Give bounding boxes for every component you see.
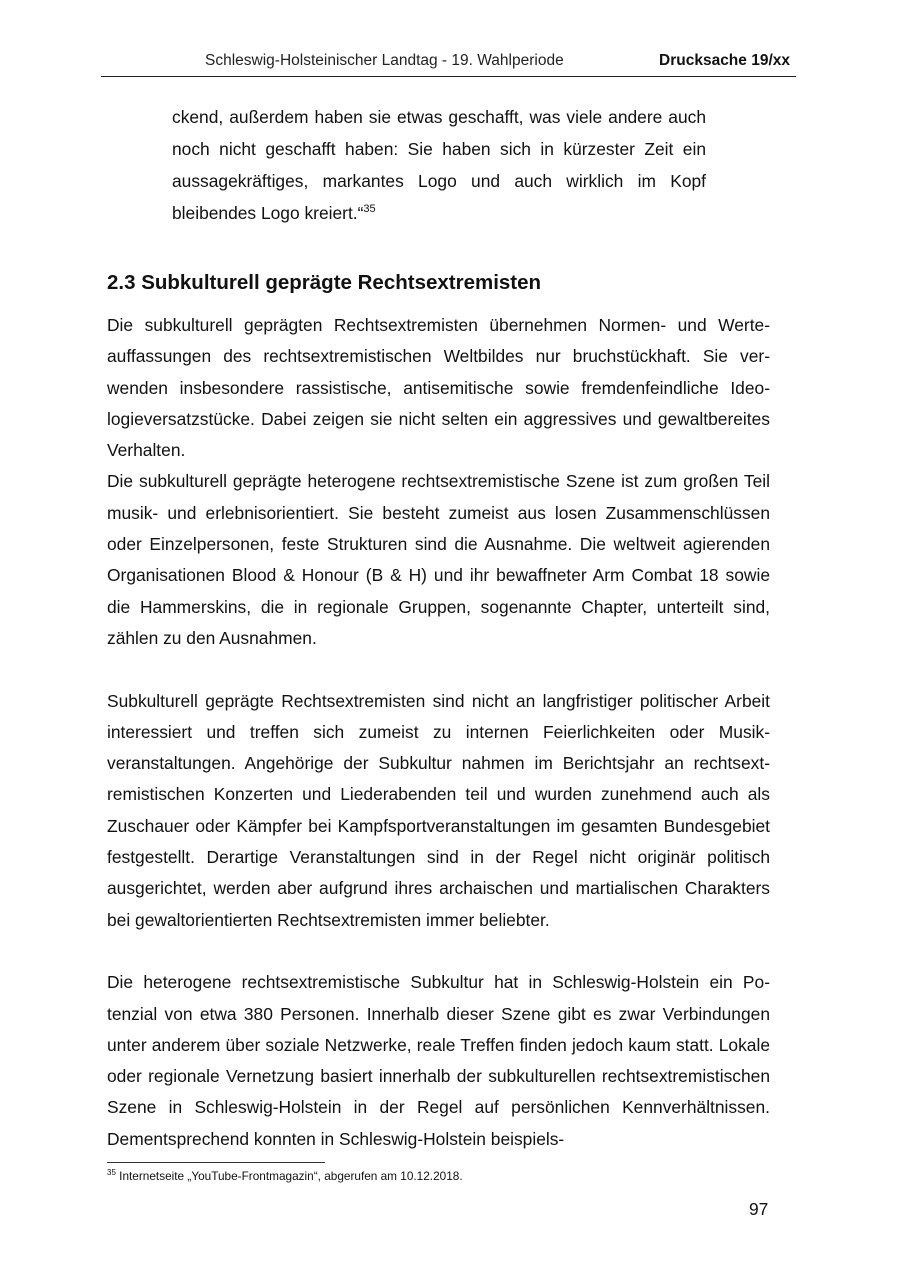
paragraph-spacer (107, 936, 770, 967)
paragraph: Die subkulturell geprägte heterogene rechtsextremistische Szene ist zum großen Teil musik- und erlebnisorientiert. Sie besteht zumeist aus losen Zusammenschlüssen oder Einzelpersonen, feste Strukturen sind die Ausnahme. Die weltweit agierenden Organisationen Blood & Honour (B & H) und ihr bewaffneter Arm Combat 18 sowie die Hammerskins, die in regionale Gruppen, sogenannte Chapter, unterteilt sind, zählen zu den Ausnahmen. (107, 471, 770, 648)
footnote (107, 1169, 463, 1183)
paragraph: Subkulturell geprägte Rechtsextremisten sind nicht an langfristiger politischer Arbeit interessiert und treffen sich zumeist zu internen Feierlichkeiten oder Musikveranstaltungen. Angehörige der Subkultur nahmen im Berichtsjahr an rechtsextremistischen Konzerten und Liederabenden teil und wurden zunehmend auch als Zuschauer oder Kämpfer bei Kampfsportveranstaltungen im gesamten Bundesgebiet festgestellt. Derartige Veranstaltungen sind in der Regel nicht originär politisch ausgerichtet, werden aber aufgrund ihres archaischen und martialischen Charakters bei gewaltorientierten Rechtsextremisten immer beliebter. (107, 690, 770, 930)
section-heading: 2.3 Subkulturell geprägte Rechtsextremisten (107, 271, 542, 294)
paragraph-spacer (107, 654, 770, 685)
block-quote (172, 101, 706, 229)
footnote-reference[interactable]: 35 (363, 203, 376, 216)
footnote-text: Internetseite „YouTube-Frontmagazin“, abgerufen am 10.12.2018. (115, 1169, 463, 1183)
document-number: Drucksache 19/xx (659, 52, 790, 69)
page-number: 97 (749, 1199, 769, 1219)
header-title: Schleswig-Holsteinischer Landtag - 19. Wahlperiode (205, 52, 564, 69)
footnote-number: 35 (107, 1168, 116, 1178)
section-body (107, 310, 770, 1155)
paragraph: Die subkulturell geprägten Rechtsextremisten übernehmen Normen- und Werteauffassungen des rechtsextremistischen Weltbildes nur bruchstückhaft. Sie verwenden insbesondere rassistische, antisemitische sowie fremdenfeindliche Ideologieversatzstücke. Dabei zeigen sie nicht selten ein aggressives und gewaltbereites Verhalten. (107, 315, 770, 461)
page-header (101, 48, 796, 77)
footnote-separator (107, 1162, 325, 1163)
paragraph: Die heterogene rechtsextremistische Subkultur hat in Schleswig-Holstein ein Potenzial von etwa 380 Personen. Innerhalb dieser Szene gibt es zwar Verbindungen unter anderem über soziale Netzwerke, reale Treffen finden jedoch kaum statt. Lokale oder regionale Vernetzung basiert innerhalb der subkulturellen rechtsextremistischen Szene in Schleswig-Holstein in der Regel auf persönlichen Kennverhältnissen. Dementsprechend konnten in Schleswig-Holstein beispiels- (107, 972, 770, 1149)
quote-text: ckend, außerdem haben sie etwas geschafft, was viele andere auch noch nicht geschafft haben: Sie haben sich in kürzester Zeit ein aussagekräftiges, markantes Logo und auch wirklich im Kopf bleibendes Logo kreiert.“ (172, 107, 706, 223)
